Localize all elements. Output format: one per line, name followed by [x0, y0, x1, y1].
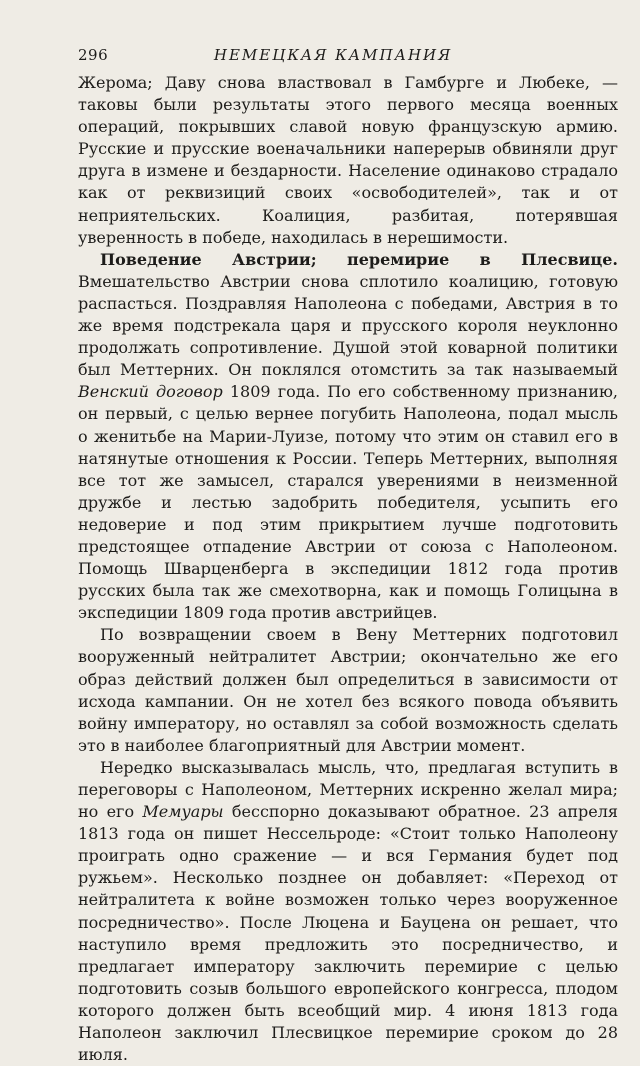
paragraph-2	[78, 249, 618, 625]
paragraph-4-text-b: бесспорно доказывают обратное. 23 апреля 1813 года он пишет Нессельроде: «Стоит только Наполеону проиграть одно сражение — и вся Германия будет под ружьем». Несколько позднее он добавляет: «Переход от нейтралитета к войне возможен только через вооруженное посредничество». После Люцена и Бауцена он решает, что наступило время предложить это посредничество, и предлагает императору заключить перемирие с целью подготовить созыв большого европейского конгресса, плодом которого должен быть всеобщий мир. 4 июня 1813 года Наполеон заключил Плесвицкое перемирие сроком до 28 июля.	[78, 802, 619, 1065]
page-header	[78, 46, 618, 64]
body-text	[78, 72, 618, 1066]
paragraph-3	[78, 624, 618, 757]
section-heading: Поведение Австрии; перемирие в Плесвице.	[100, 249, 618, 269]
paragraph-3-text: По возвращении своем в Вену Меттерних подготовил вооруженный нейтралитет Австрии; окончательно же его образ действий должен был определиться в зависимости от исхода кампании. Он не хотел без всякого повода объявить войну императору, но оставлял за собой возможность сделать это в наиболее благоприятный для Австрии момент.	[78, 625, 618, 755]
paragraph-1-text: Жерома; Даву снова властвовал в Гамбурге и Любеке, — таковы были результаты этого первого месяца военных операций, покрывших славой новую французскую армию. Русские и прусские военачальники наперерыв обвиняли друг друга в измене и бездарности. Население одинаково страдало как от реквизиций своих «освободителей», так и от неприятельских. Коалиция, разбитая, потерявшая уверенность в победе, находилась в нерешимости.	[78, 73, 618, 247]
running-title: НЕМЕЦКАЯ КАМПАНИЯ	[213, 46, 453, 64]
paragraph-4-italic: Мемуары	[142, 802, 224, 822]
paragraph-2-text-a: Вмешательство Австрии снова сплотило коалицию, готовую распасться. Поздравляя Наполеона с победами, Австрия в то же время подстрекала царя и прусского короля неуклонно продолжать сопротивление. Душой этой коварной политики был Меттерних. Он поклялся отомстить за так называемый	[78, 271, 618, 380]
paragraph-4	[78, 757, 618, 1066]
page-number: 296	[78, 46, 109, 64]
paragraph-1	[78, 72, 618, 249]
paragraph-2-text-b: 1809 года. По его собственному признанию, он первый, с целью вернее погубить Наполеона, подал мысль о женитьбе на Марии-Луизе, потому что этим он ставил его в натянутые отношения к России. Теперь Меттерних, выполняя все тот же замысел, старался уверениями в неизменной дружбе и лестью задобрить победителя, усыпить его недоверие и под этим прикрытием лучше подготовить предстоящее отпадение Австрии от союза с Наполеоном. Помощь Шварценберга в экспедиции 1812 года против русских была так же смехотворна, как и помощь Голицына в экспедиции 1809 года против австрийцев.	[78, 382, 619, 623]
paragraph-4-text-a: Нередко высказывалась мысль, что, предлагая вступить в переговоры с Наполеоном, Меттерних искренно желал мира; но его	[78, 757, 618, 822]
paragraph-2-italic: Венский договор	[78, 382, 223, 402]
